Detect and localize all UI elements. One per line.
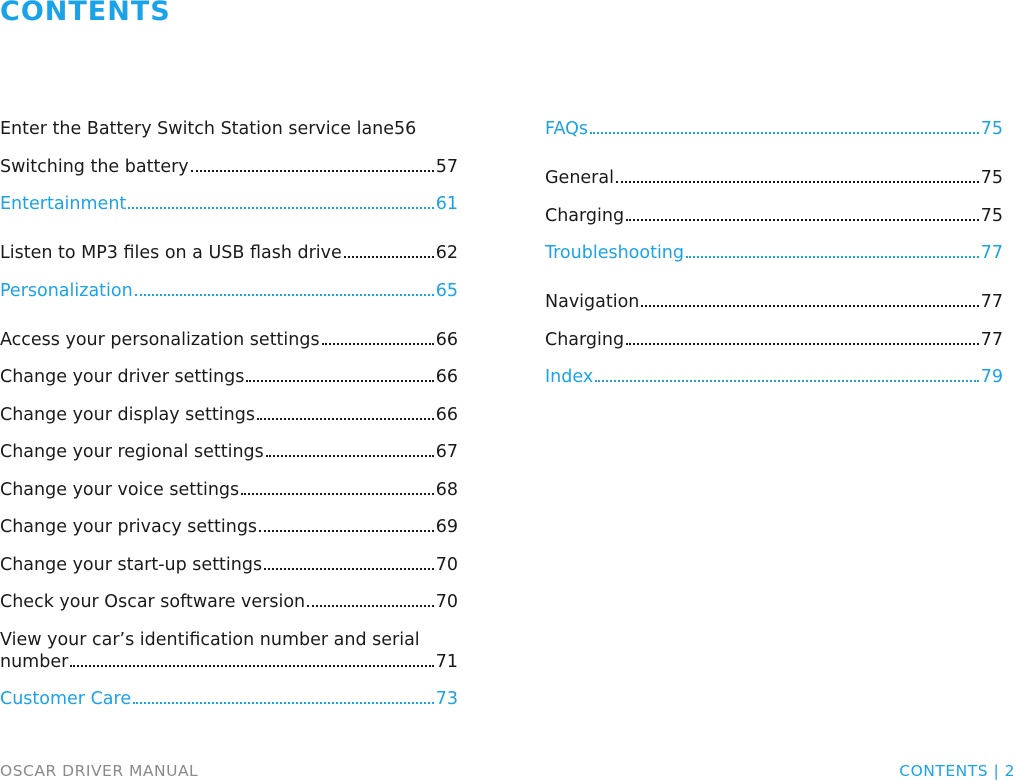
- dot-leader: [626, 219, 979, 221]
- toc-entry-label: Change your driver settings: [0, 367, 245, 387]
- toc-entry-label: Change your voice settings: [0, 479, 240, 500]
- toc-entry-label: Switching the battery: [0, 156, 189, 177]
- dot-leader: [590, 132, 979, 134]
- dot-leader: [344, 256, 434, 258]
- dot-leader: [641, 305, 978, 307]
- toc-entry[interactable]: [0, 554, 458, 576]
- dot-leader: [322, 343, 434, 345]
- toc-entry-page: 70: [435, 554, 458, 575]
- dot-leader: [135, 294, 434, 296]
- toc-left-column: [0, 118, 458, 737]
- toc-entry-page: 68: [435, 479, 458, 500]
- toc-entry[interactable]: [0, 366, 458, 388]
- toc-section-link[interactable]: [545, 366, 1003, 388]
- toc-entry-page: 77: [980, 292, 1003, 312]
- toc-entry[interactable]: [545, 167, 1003, 189]
- toc-entry-page: 79: [980, 367, 1003, 387]
- dot-leader: [686, 256, 979, 258]
- toc-entry-label: Navigation: [545, 292, 640, 312]
- toc-entry-label-continued: number: [0, 651, 69, 672]
- toc-entry-label: Change your start-up settings: [0, 554, 263, 575]
- toc-entry-page: 67: [435, 442, 458, 462]
- toc-entry[interactable]: [0, 591, 458, 613]
- toc-entry-page: 75: [980, 168, 1003, 188]
- toc-section-link[interactable]: [0, 193, 458, 215]
- dot-leader: [70, 665, 433, 667]
- dot-leader: [264, 568, 434, 570]
- toc-entry-page: 77: [980, 243, 1003, 263]
- dot-leader: [266, 455, 434, 457]
- toc-entry-page: 75: [980, 205, 1003, 226]
- toc-entry-label: Change your display settings: [0, 404, 255, 425]
- toc-section-link[interactable]: [0, 688, 458, 710]
- dot-leader: [616, 181, 979, 183]
- toc-entry[interactable]: [0, 242, 458, 264]
- toc-entry-label: General: [545, 168, 614, 188]
- toc-section-label: FAQs: [545, 119, 589, 139]
- toc-section-link[interactable]: [545, 242, 1003, 264]
- toc-section-label: Personalization: [0, 280, 133, 301]
- toc-section-label: Troubleshooting: [545, 243, 685, 263]
- toc-entry-page: 75: [980, 119, 1003, 139]
- toc-entry-label: Check your Oscar software version: [0, 592, 306, 612]
- toc-entry-page: 66: [435, 329, 458, 350]
- page-title: CONTENTS: [0, 0, 171, 27]
- dot-leader: [128, 207, 433, 209]
- dot-leader: [241, 493, 434, 495]
- toc-entry[interactable]: [0, 156, 458, 178]
- toc-entry-page: 66: [435, 367, 458, 387]
- toc-entry-page: 70: [435, 592, 458, 612]
- toc-entry[interactable]: [0, 404, 458, 426]
- dot-leader: [626, 343, 979, 345]
- toc-entry-page: 65: [435, 280, 458, 301]
- toc-entry[interactable]: [0, 329, 458, 351]
- toc-section-label: Customer Care: [0, 689, 132, 709]
- toc-entry-label: Charging: [545, 329, 625, 350]
- toc-entry[interactable]: [0, 516, 458, 538]
- dot-leader: [257, 418, 434, 420]
- toc-section-label: Index: [545, 367, 594, 387]
- toc-entry[interactable]: [0, 629, 458, 673]
- dot-leader: [133, 702, 434, 704]
- toc-section-link[interactable]: [545, 118, 1003, 140]
- toc-entry-page: 69: [435, 517, 458, 537]
- dot-leader: [259, 530, 434, 532]
- toc-entry-label: Listen to MP3 files on a USB flash drive: [0, 243, 342, 263]
- dot-leader: [307, 605, 434, 607]
- toc-entry-label: View your car’s identification number and serial: [0, 629, 420, 650]
- toc-entry-page: 77: [980, 329, 1003, 350]
- toc-entry-page: 61: [435, 194, 458, 214]
- footer-manual-name: OSCAR DRIVER MANUAL: [0, 762, 199, 780]
- toc-entry-page: 71: [435, 651, 458, 672]
- dot-leader: [246, 380, 433, 382]
- toc-entry[interactable]: [545, 291, 1003, 313]
- toc-entry-page: 57: [435, 156, 458, 177]
- dot-leader: [595, 380, 979, 382]
- toc-entry-label: Change your regional settings: [0, 442, 264, 462]
- toc-section-link[interactable]: [0, 280, 458, 302]
- toc-entry-label: Access your personalization settings: [0, 329, 320, 350]
- toc-entry[interactable]: [0, 118, 458, 140]
- toc-entry-page: 66: [435, 404, 458, 425]
- toc-entry-label: Charging: [545, 205, 625, 226]
- toc-right-column: [545, 118, 1003, 415]
- footer-page-number: CONTENTS | 2: [899, 762, 1015, 780]
- toc-entry[interactable]: [545, 329, 1003, 351]
- toc-entry-page: 62: [435, 243, 458, 263]
- toc-section-label: Entertainment: [0, 194, 127, 214]
- dot-leader: [191, 170, 434, 172]
- toc-entry[interactable]: [0, 441, 458, 463]
- toc-entry-page: 56: [394, 119, 417, 139]
- toc-entry-page: 73: [435, 689, 458, 709]
- toc-entry[interactable]: [0, 479, 458, 501]
- toc-entry[interactable]: [545, 205, 1003, 227]
- toc-entry-label: Change your privacy settings: [0, 517, 258, 537]
- toc-entry-label: Enter the Battery Switch Station service lane: [0, 119, 395, 139]
